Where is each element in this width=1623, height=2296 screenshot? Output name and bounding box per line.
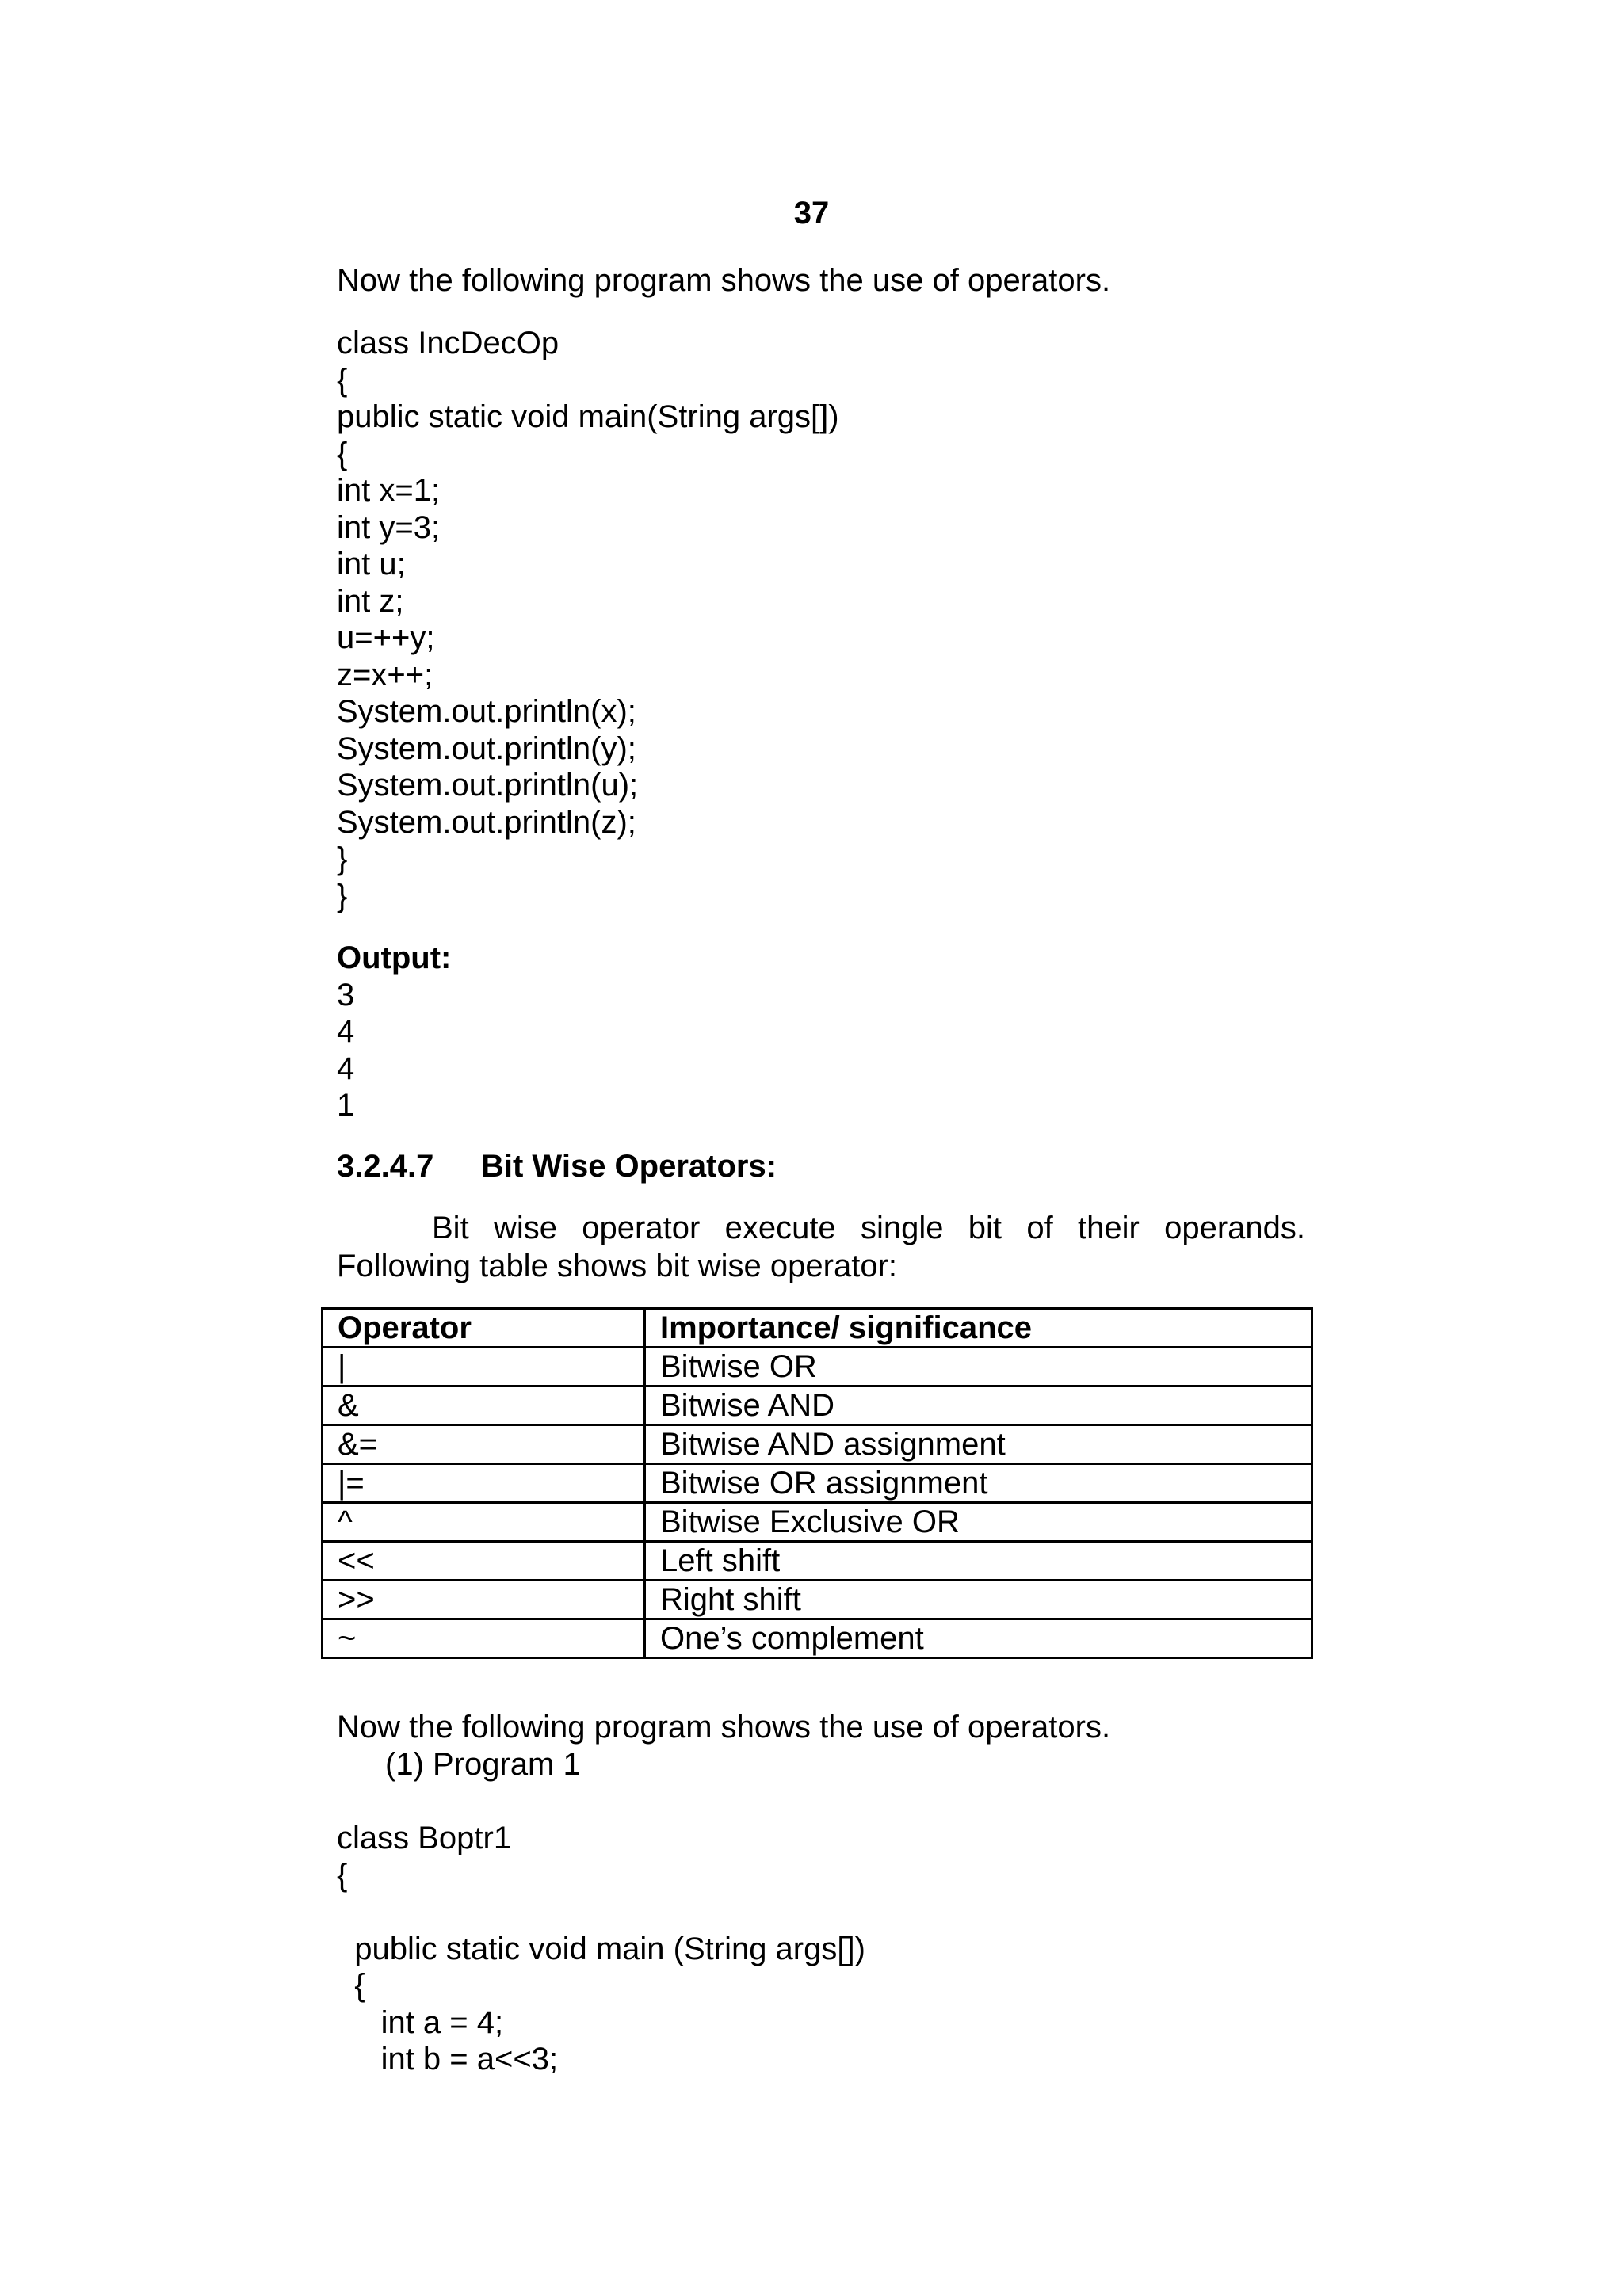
section-number: 3.2.4.7 [337,1149,434,1184]
significance-cell: Bitwise OR assignment [645,1464,1312,1503]
operator-cell: ^ [323,1503,645,1542]
code-line: u=++y; [337,620,435,655]
code-line: public static void main (String args[]) [337,1931,865,1966]
code-line: class IncDecOp [337,326,559,360]
code-line: { [337,436,348,471]
operator-cell: &= [323,1425,645,1464]
code-line: int b = a<<3; [337,2042,559,2077]
significance-cell: Bitwise OR [645,1348,1312,1386]
code-line: z=x++; [337,657,433,692]
table-row [323,1503,1312,1542]
significance-cell: Bitwise AND assignment [645,1425,1312,1464]
table-header-row [323,1309,1312,1348]
significance-cell: One’s complement [645,1619,1312,1658]
code-line: { [337,1857,348,1893]
code-line: int y=3; [337,509,441,545]
output-line: 4 [337,1014,355,1049]
code-block-incdecop [337,325,839,914]
output-line: 1 [337,1088,355,1123]
table-row [323,1348,1312,1386]
operator-cell: >> [323,1581,645,1619]
paragraph-text: Bit wise operator execute single bit of their operands. Following table shows bit wise operator: [337,1211,1305,1283]
operator-cell: << [323,1542,645,1581]
table-row [323,1464,1312,1503]
code-line: } [337,878,348,913]
output-label: Output: [337,940,452,975]
operator-cell: ~ [323,1619,645,1658]
significance-cell: Bitwise Exclusive OR [645,1503,1312,1542]
table-row [323,1542,1312,1581]
table-row [323,1425,1312,1464]
code-line: System.out.println(x); [337,694,636,729]
page-number: 37 [793,196,830,231]
table-row [323,1386,1312,1425]
section-heading [337,1148,777,1184]
code-line: public static void main(String args[]) [337,399,839,434]
significance-cell: Left shift [645,1542,1312,1581]
code-line: System.out.println(z); [337,804,636,840]
code-line: int x=1; [337,473,441,508]
output-line: 4 [337,1051,355,1086]
code-line: int a = 4; [337,2004,504,2040]
code-block-boptr1 [337,1820,865,2078]
operator-cell: | [323,1348,645,1386]
column-header-significance: Importance/ significance [645,1309,1312,1348]
significance-cell: Right shift [645,1581,1312,1619]
section-title: Bit Wise Operators: [481,1149,777,1184]
output-block [337,940,451,1124]
intro-text: Now the following program shows the use of operators. [337,263,1111,298]
code-line: System.out.println(y); [337,730,636,766]
code-line: } [337,841,348,876]
code-line: class Boptr1 [337,1821,512,1855]
code-line: int z; [337,583,404,619]
code-line: { [337,362,348,398]
significance-cell: Bitwise AND [645,1386,1312,1425]
code-line: System.out.println(u); [337,768,639,803]
code-line: { [337,1968,365,2003]
table-row [323,1619,1312,1658]
operator-cell: & [323,1386,645,1425]
table-row [323,1581,1312,1619]
intro-text-2: Now the following program shows the use of operators. [337,1710,1111,1745]
column-header-operator: Operator [323,1309,645,1348]
code-line [337,1894,865,1931]
operator-cell: |= [323,1464,645,1503]
program-label: (1) Program 1 [385,1747,581,1782]
code-line: int u; [337,547,406,582]
output-line: 3 [337,977,355,1013]
bitwise-operators-table [321,1307,1313,1659]
